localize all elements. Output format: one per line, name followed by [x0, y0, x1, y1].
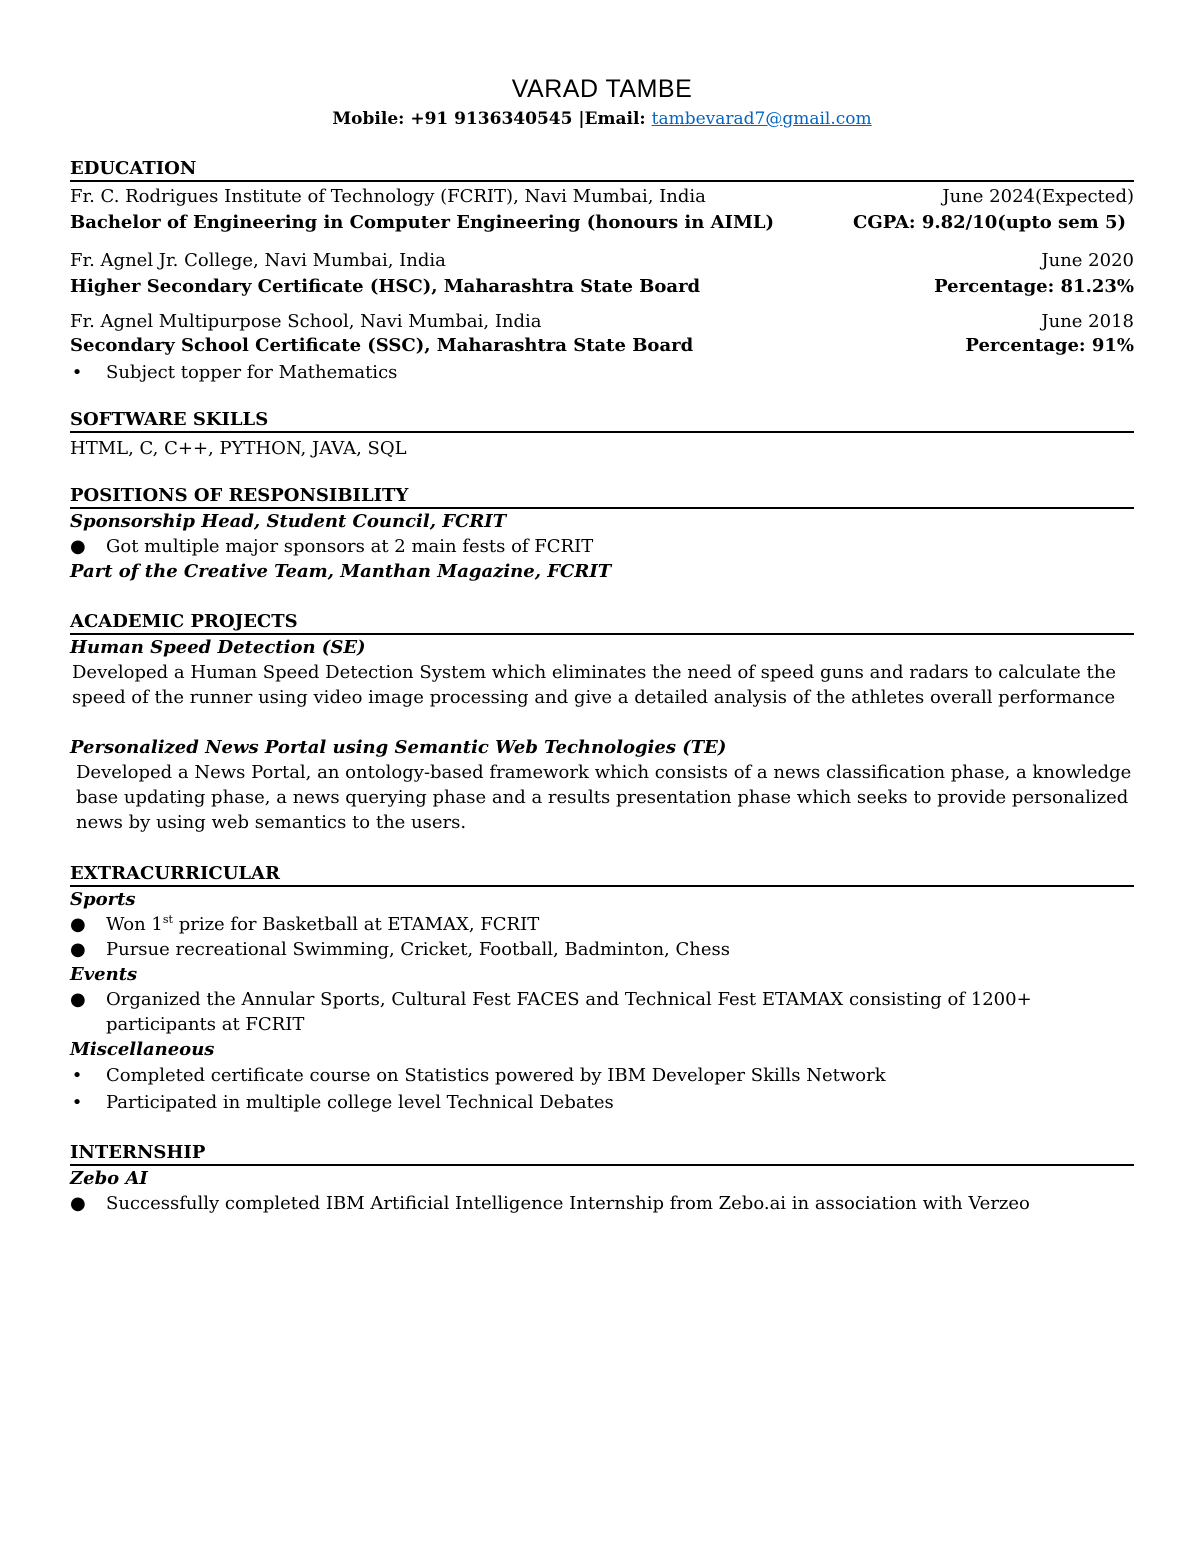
education-entry [70, 248, 1134, 300]
positions-title: POSITIONS OF RESPONSIBILITY [70, 485, 409, 506]
resume-page [70, 70, 1134, 1216]
list-item [70, 937, 1134, 962]
education-section-header [70, 158, 1134, 182]
bullet-icon: • [71, 1092, 83, 1113]
bullet-icon: ● [70, 536, 86, 557]
skills-title: SOFTWARE SKILLS [70, 409, 269, 430]
skills-section-header [70, 409, 1134, 433]
project-description-line: speed of the runner using video image processing and give a detailed analysis of the athletes overall performance [72, 687, 1116, 708]
list-item [70, 1089, 1134, 1116]
education-score: Percentage: 81.23% [934, 276, 1134, 297]
internship-detail: Successfully completed IBM Artificial Intelligence Internship from Zebo.ai in association with Verzeo [106, 1193, 1030, 1214]
list-item [70, 987, 1134, 1037]
bullet-icon: ● [70, 914, 86, 935]
project-description-line: Developed a News Portal, an ontology-based framework which consists of a news classification phase, a knowledge [76, 762, 1132, 783]
education-date: June 2020 [1041, 250, 1134, 271]
education-institution: Fr. C. Rodrigues Institute of Technology (FCRIT), Navi Mumbai, India [70, 186, 706, 207]
misc-item: Completed certificate course on Statistics powered by IBM Developer Skills Network [106, 1065, 886, 1086]
misc-item: Participated in multiple college level Technical Debates [106, 1092, 614, 1113]
projects-title: ACADEMIC PROJECTS [70, 611, 298, 632]
extracurricular-section-header [70, 863, 1134, 887]
misc-label: Miscellaneous [70, 1039, 215, 1060]
position-detail: Got multiple major sponsors at 2 main fests of FCRIT [106, 536, 594, 557]
education-score: Percentage: 91% [965, 335, 1134, 356]
education-institution: Fr. Agnel Jr. College, Navi Mumbai, India [70, 250, 446, 271]
education-score: CGPA: 9.82/10(upto sem 5) [853, 212, 1126, 233]
bullet-icon: • [71, 362, 83, 383]
education-title: EDUCATION [70, 158, 197, 179]
project-description-line: Developed a Human Speed Detection System which eliminates the need of speed guns and radars to calculate the [72, 662, 1116, 683]
sports-item: Won 1st prize for Basketball at ETAMAX, FCRIT [106, 913, 540, 935]
bullet-icon: • [71, 1065, 83, 1086]
candidate-name: VARAD TAMBE [511, 75, 693, 103]
education-entry [70, 184, 1134, 236]
extracurricular-title: EXTRACURRICULAR [70, 863, 280, 884]
project-name: Personalized News Portal using Semantic Web Technologies (TE) [70, 737, 727, 758]
bullet-icon: ● [70, 1193, 86, 1214]
project-description-line: base updating phase, a news querying phase and a results presentation phase which seeks to provide personalized [76, 787, 1129, 808]
position-role: Sponsorship Head, Student Council, FCRIT [70, 511, 507, 532]
education-institution: Fr. Agnel Multipurpose School, Navi Mumbai, India [70, 311, 542, 332]
email-link[interactable]: tambevarad7@gmail.com [651, 109, 872, 129]
internship-title: INTERNSHIP [70, 1142, 206, 1163]
education-degree: Bachelor of Engineering in Computer Engineering (honours in AIML) [70, 212, 775, 233]
skills-list: HTML, C, C++, PYTHON, JAVA, SQL [70, 438, 407, 459]
list-item [70, 912, 1134, 937]
bullet-icon: ● [70, 989, 86, 1010]
education-degree: Higher Secondary Certificate (HSC), Maharashtra State Board [70, 276, 701, 297]
education-entry [70, 310, 1134, 385]
list-item [70, 1062, 1134, 1089]
project-name: Human Speed Detection (SE) [70, 637, 366, 658]
events-item-continued: participants at FCRIT [106, 1014, 305, 1035]
events-item: Organized the Annular Sports, Cultural Fest FACES and Technical Fest ETAMAX consisting of 1200+ [106, 989, 1032, 1010]
projects-section-header [70, 611, 1134, 635]
position-role: Part of the Creative Team, Manthan Magazine, FCRIT [70, 561, 612, 582]
bullet-icon: ● [70, 939, 86, 960]
internship-company: Zebo AI [70, 1168, 148, 1189]
events-label: Events [70, 964, 138, 985]
list-item [70, 1191, 1134, 1216]
sports-item: Pursue recreational Swimming, Cricket, Football, Badminton, Chess [106, 939, 730, 960]
positions-section-header [70, 485, 1134, 509]
internship-section-header [70, 1142, 1134, 1166]
education-date: June 2018 [1041, 311, 1134, 332]
education-degree: Secondary School Certificate (SSC), Maharashtra State Board [70, 335, 694, 356]
education-date: June 2024(Expected) [942, 186, 1134, 207]
contact-prefix: Mobile: +91 9136340545 |Email: [332, 109, 652, 129]
sports-label: Sports [70, 889, 136, 910]
project-description-line: news by using web semantics to the users. [76, 812, 467, 833]
list-item [70, 360, 1134, 385]
education-achievement: Subject topper for Mathematics [106, 362, 398, 383]
list-item [70, 534, 1134, 559]
contact-line [70, 108, 1134, 130]
